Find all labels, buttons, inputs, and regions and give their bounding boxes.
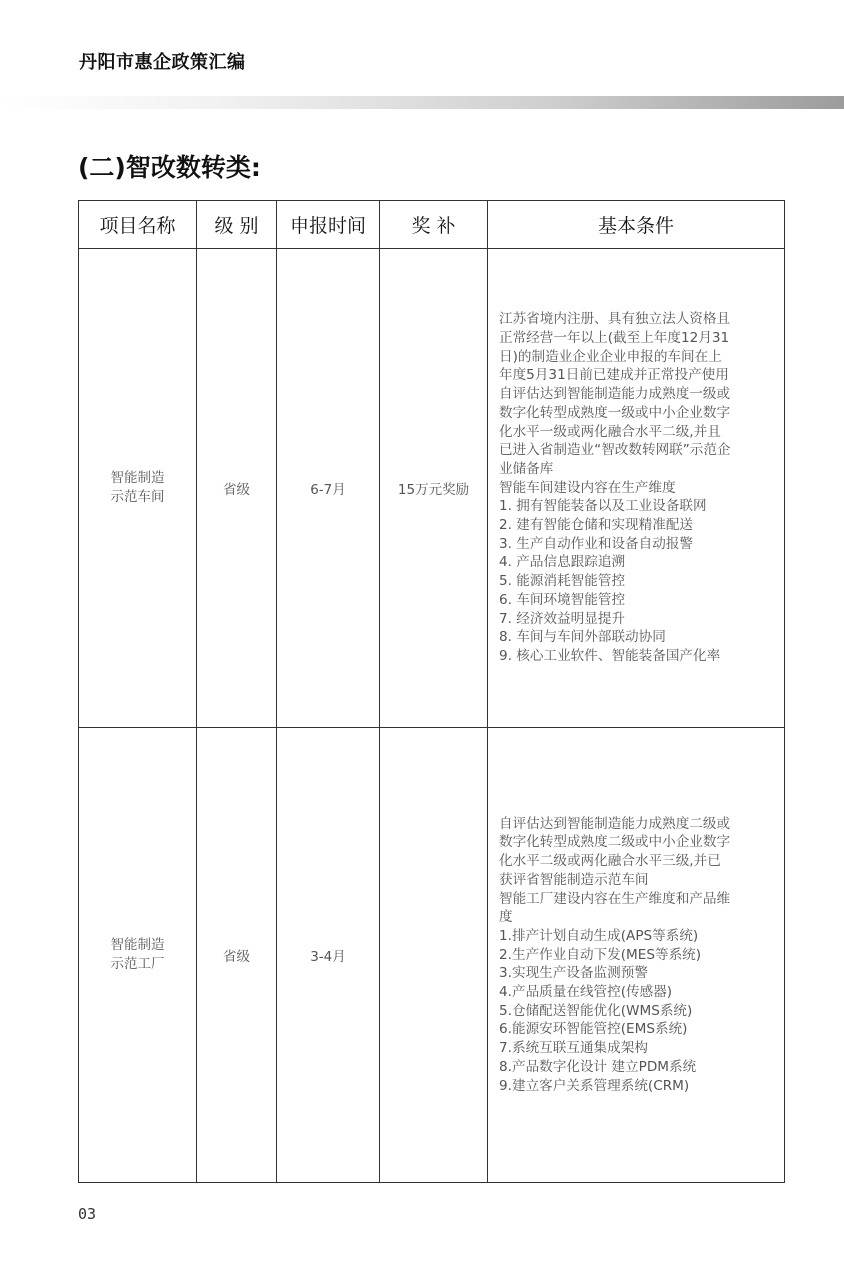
- reward-cell: [380, 728, 488, 1183]
- condition-line: 6.能源安环智能管控(EMS系统): [499, 1021, 688, 1038]
- conditions-cell: [488, 728, 785, 1183]
- level-cell: 省级: [197, 249, 277, 728]
- condition-line: 数字化转型成熟度二级或中小企业数字: [499, 834, 731, 851]
- condition-line: 化水平二级或两化融合水平三级,并已: [499, 853, 721, 870]
- condition-line: 2. 建有智能仓储和实现精准配送: [499, 517, 694, 534]
- condition-line: 业储备库: [499, 460, 554, 477]
- condition-line: 自评估达到智能制造能力成熟度一级或: [499, 386, 731, 403]
- condition-line: 4.产品质量在线管控(传感器): [499, 984, 673, 1001]
- condition-line: 5.仓储配送智能优化(WMS系统): [499, 1002, 693, 1019]
- condition-line: 6. 车间环境智能管控: [499, 591, 626, 608]
- header-project-name: 项目名称: [79, 201, 197, 249]
- project-name-line: 示范工厂: [110, 956, 165, 972]
- condition-line: 日)的制造业企业企业申报的车间在上: [499, 348, 722, 365]
- project-name-line: 智能制造: [110, 937, 165, 953]
- condition-line: 7.系统互联互通集成架构: [499, 1040, 648, 1057]
- condition-line: 数字化转型成熟度一级或中小企业数字: [499, 404, 731, 421]
- condition-line: 江苏省境内注册、具有独立法人资格且: [499, 311, 731, 328]
- table-header-row: [79, 201, 785, 249]
- condition-line: 度: [499, 909, 513, 926]
- condition-line: 1. 拥有智能装备以及工业设备联网: [499, 498, 707, 515]
- project-name-cell: [79, 728, 197, 1183]
- page-number: 03: [78, 1205, 97, 1223]
- project-name-line: 示范车间: [110, 489, 165, 505]
- condition-line: 9. 核心工业软件、智能装备国产化率: [499, 647, 721, 664]
- condition-line: 7. 经济效益明显提升: [499, 610, 626, 627]
- condition-line: 年度5月31日前已建成并正常投产使用: [499, 367, 729, 384]
- header-apply-time: 申报时间: [277, 201, 380, 249]
- condition-line: 5. 能源消耗智能管控: [499, 573, 626, 590]
- project-name-cell: [79, 249, 197, 728]
- policy-table: [78, 200, 785, 1183]
- document-title: 丹阳市惠企政策汇编: [79, 52, 246, 73]
- condition-line: 3.实现生产设备监测预警: [499, 965, 648, 982]
- condition-line: 智能车间建设内容在生产维度: [499, 479, 676, 496]
- condition-line: 正常经营一年以上(截至上年度12月31: [499, 330, 730, 347]
- condition-line: 1.排产计划自动生成(APS等系统): [499, 927, 699, 944]
- condition-line: 9.建立客户关系管理系统(CRM): [499, 1077, 690, 1094]
- conditions-cell: [488, 249, 785, 728]
- header-conditions: 基本条件: [488, 201, 785, 249]
- condition-line: 3. 生产自动作业和设备自动报警: [499, 535, 694, 552]
- condition-line: 2.生产作业自动下发(MES等系统): [499, 946, 702, 963]
- condition-line: 获评省智能制造示范车间: [499, 871, 649, 888]
- header-level: 级 别: [197, 201, 277, 249]
- table-row: [79, 728, 785, 1183]
- condition-line: 4. 产品信息跟踪追溯: [499, 554, 626, 571]
- condition-line: 已进入省制造业“智改数转网联”示范企: [499, 442, 731, 459]
- reward-cell: 15万元奖励: [380, 249, 488, 728]
- header-reward: 奖 补: [380, 201, 488, 249]
- header-gradient-bar: [0, 96, 844, 109]
- table-row: [79, 249, 785, 728]
- condition-line: 智能工厂建设内容在生产维度和产品维: [499, 890, 731, 907]
- condition-line: 化水平一级或两化融合水平二级,并且: [499, 423, 721, 440]
- apply-time-cell: 6-7月: [277, 249, 380, 728]
- level-cell: 省级: [197, 728, 277, 1183]
- section-title: (二)智改数转类:: [78, 153, 261, 182]
- condition-line: 8. 车间与车间外部联动协同: [499, 629, 666, 646]
- apply-time-cell: 3-4月: [277, 728, 380, 1183]
- project-name-line: 智能制造: [110, 470, 165, 486]
- condition-line: 自评估达到智能制造能力成熟度二级或: [499, 815, 731, 832]
- condition-line: 8.产品数字化设计 建立PDM系统: [499, 1058, 697, 1075]
